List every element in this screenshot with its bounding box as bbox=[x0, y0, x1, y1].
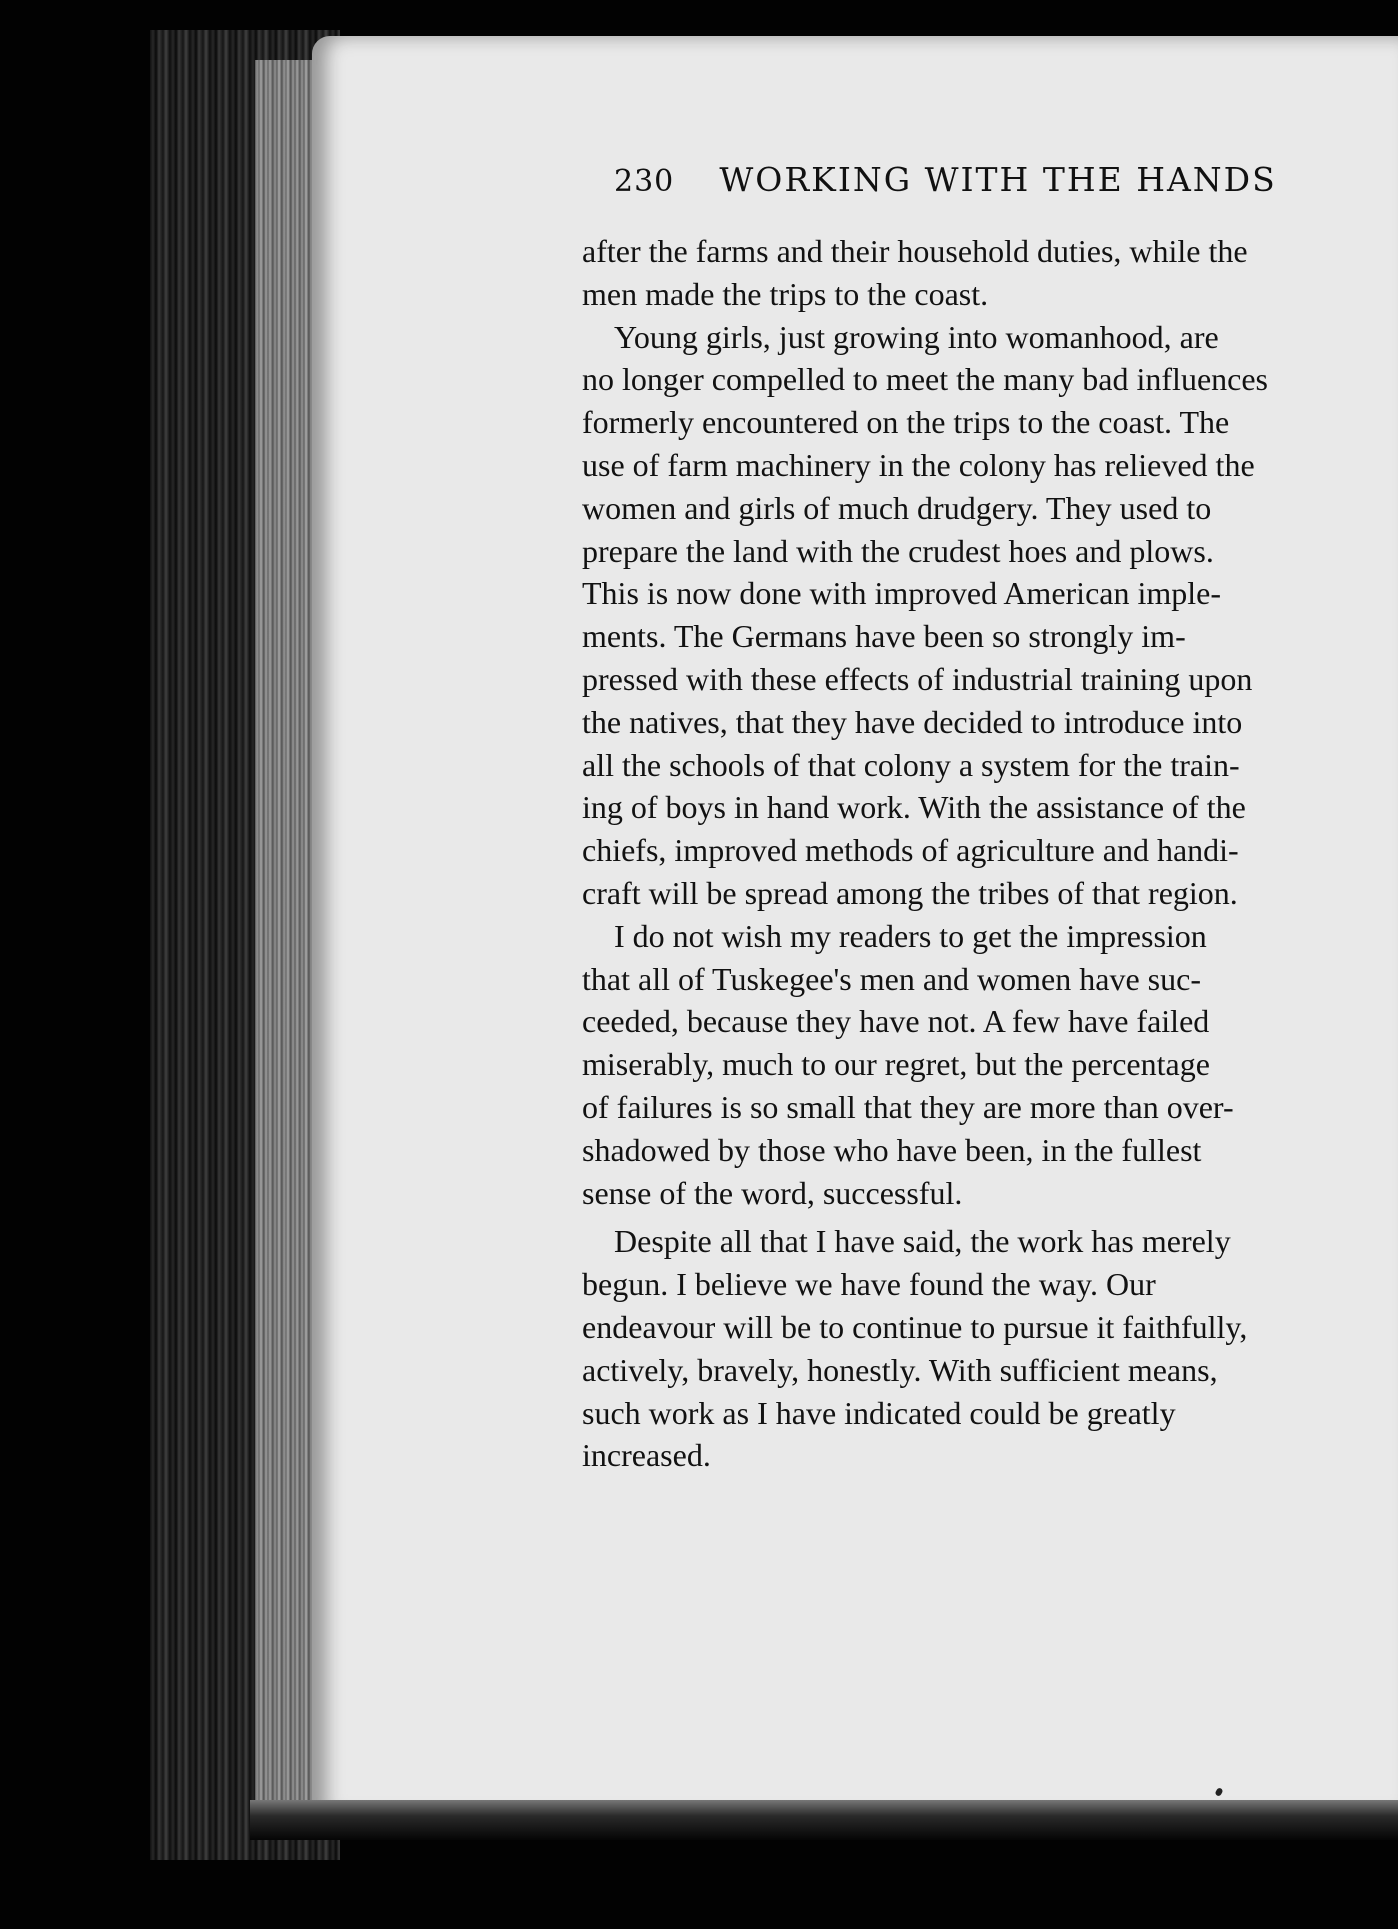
text-line: increased. bbox=[582, 1437, 711, 1474]
text-line: sense of the word, successful. bbox=[582, 1174, 963, 1211]
text-line: endeavour will be to continue to pursue it faithfully, bbox=[582, 1308, 1248, 1345]
running-head bbox=[614, 160, 1277, 199]
body-text bbox=[582, 230, 1398, 1477]
text-line: use of farm machinery in the colony has relieved the bbox=[582, 446, 1255, 483]
text-line: pressed with these effects of industrial training upon bbox=[582, 660, 1253, 697]
text-line: women and girls of much drudgery. They used to bbox=[582, 489, 1212, 526]
text-line: miserably, much to our regret, but the percentage bbox=[582, 1046, 1210, 1083]
text-line: that all of Tuskegee's men and women have suc- bbox=[582, 960, 1201, 997]
text-line: ceeded, because they have not. A few have failed bbox=[582, 1003, 1210, 1040]
text-line: men made the trips to the coast. bbox=[582, 275, 989, 312]
paragraph-start-line: I do not wish my readers to get the impression bbox=[614, 917, 1207, 954]
text-line: of failures is so small that they are more than over- bbox=[582, 1088, 1234, 1125]
text-line: craft will be spread among the tribes of that region. bbox=[582, 874, 1238, 911]
text-line: such work as I have indicated could be greatly bbox=[582, 1394, 1176, 1431]
text-line: prepare the land with the crudest hoes and plows. bbox=[582, 532, 1214, 569]
text-line: ing of boys in hand work. With the assistance of the bbox=[582, 789, 1246, 826]
page-number: 230 bbox=[614, 164, 675, 199]
text-line: no longer compelled to meet the many bad influences bbox=[582, 361, 1268, 398]
text-line: This is now done with improved American imple- bbox=[582, 575, 1221, 612]
paragraph-start-line: Young girls, just growing into womanhood, are bbox=[614, 318, 1219, 355]
text-line: actively, bravely, honestly. With sufficient means, bbox=[582, 1351, 1218, 1388]
page-bottom-edge bbox=[250, 1800, 1398, 1840]
text-line: chiefs, improved methods of agriculture and handi- bbox=[582, 832, 1239, 869]
text-line: after the farms and their household duties, while the bbox=[582, 233, 1248, 269]
text-line: shadowed by those who have been, in the fullest bbox=[582, 1131, 1202, 1168]
text-line: begun. I believe we have found the way. Our bbox=[582, 1266, 1156, 1303]
text-line: the natives, that they have decided to introduce into bbox=[582, 703, 1243, 740]
running-head-title: WORKING WITH THE HANDS bbox=[719, 160, 1277, 199]
paragraph-start-line: Despite all that I have said, the work has merely bbox=[614, 1223, 1231, 1260]
page-edges bbox=[255, 60, 315, 1820]
text-line: ments. The Germans have been so strongly im- bbox=[582, 618, 1186, 655]
text-line: all the schools of that colony a system for the train- bbox=[582, 746, 1240, 783]
text-line: formerly encountered on the trips to the coast. The bbox=[582, 404, 1230, 441]
